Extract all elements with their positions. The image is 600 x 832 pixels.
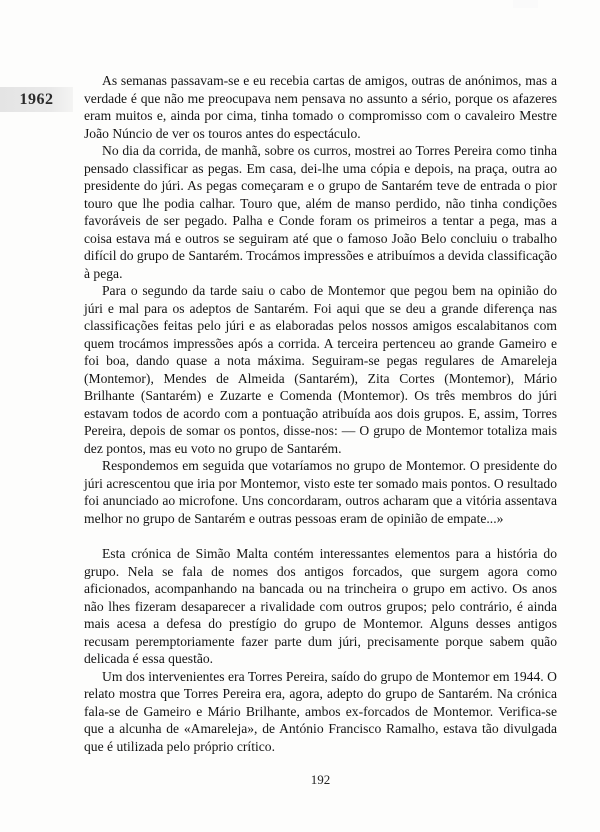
paragraph: As semanas passavam-se e eu recebia cartas de amigos, outras de anónimos, mas a verdade é que não me preocupava nem pensava no assunto a sério, porque os afazeres eram muitos e, ainda por cima, tinha tomado o compromisso com o cavaleiro Mestre João Núncio de ver os touros antes do espectáculo. xyxy=(84,73,557,141)
paragraph: Um dos intervenientes era Torres Pereira, saído do grupo de Montemor em 1944. O relato mostra que Torres Pereira era, agora, adepto do grupo de Santarém. Na crónica fala-se de Gameiro e Mário Brilhante, ambos ex-forcados de Montemor. Verifica-se que a alcunha de «Amareleja», de António Francisco Ramalho, estava tão divulgada que é utilizada pelo próprio crítico. xyxy=(84,668,557,754)
year-label: 1962 xyxy=(19,90,54,108)
paragraph: No dia da corrida, de manhã, sobre os curros, mostrei ao Torres Pereira como tinha pensado classificar as pegas. Em casa, dei-lhe uma cópia e depois, na praça, outra ao presidente do júri. As pegas começaram e o grupo de Santarém teve de entrada o pior touro que lhe podia calhar. Touro que, além de manso perdido, não tinha condições favoráveis de ser pegado. Palha e Conde foram os primeiros a tentar a pega, mas a coisa estava má e outros se seguiram até que o famoso João Belo concluiu o trabalho difícil do grupo de Santarém. Trocámos impressões e atribuímos a devida classificação à pega. xyxy=(84,143,557,281)
scan-artifact xyxy=(513,0,538,8)
page-number: 192 xyxy=(310,772,331,787)
body-text xyxy=(84,72,557,755)
paragraph: Para o segundo da tarde saiu o cabo de Montemor que pegou bem na opinião do júri e mal para os adeptos de Santarém. Foi aqui que se deu a grande diferença nas classificações feitas pelo júri e as elaboradas pelos nossos amigos escalabitanos com quem trocámos impressões após a corrida. A terceira pertenceu ao grande Gameiro e foi boa, dando quase a nota máxima. Seguiram-se pegas regulares de Amareleja (Montemor), Mendes de Almeida (Santarém), Zita Cortes (Montemor), Mário Brilhante (Santarém) e Zuzarte e Comenda (Montemor). Os três membros do júri estavam todos de acordo com a pontuação atribuída aos dois grupos. E, assim, Torres Pereira, depois de somar os pontos, disse-nos: — O grupo de Montemor totaliza mais dez pontos, mas eu voto no grupo de Santarém. xyxy=(84,283,557,456)
margin-year-tab xyxy=(0,87,73,112)
paragraph: Respondemos em seguida que votaríamos no grupo de Montemor. O presidente do júri acrescentou que iria por Montemor, visto este ter somado mais pontos. O resultado foi anunciado ao microfone. Uns concordaram, outros acharam que a vitória assentava melhor no grupo de Santarém e outras pessoas eram de opinião de empate...» xyxy=(84,458,557,526)
paragraph: Esta crónica de Simão Malta contém interessantes elementos para a história do grupo. Nela se fala de nomes dos antigos forcados, que surgem agora como aficionados, acompanhando na bancada ou na trincheira o grupo em activo. Os anos não lhes fizeram desaparecer a rivalidade com outros grupos; pelo contrário, é ainda mais acesa a defesa do prestígio do grupo de Montemor. Alguns desses antigos recusam peremptoriamente fazer parte dum júri, precisamente porque sabem quão delicada é essa questão. xyxy=(84,546,557,666)
